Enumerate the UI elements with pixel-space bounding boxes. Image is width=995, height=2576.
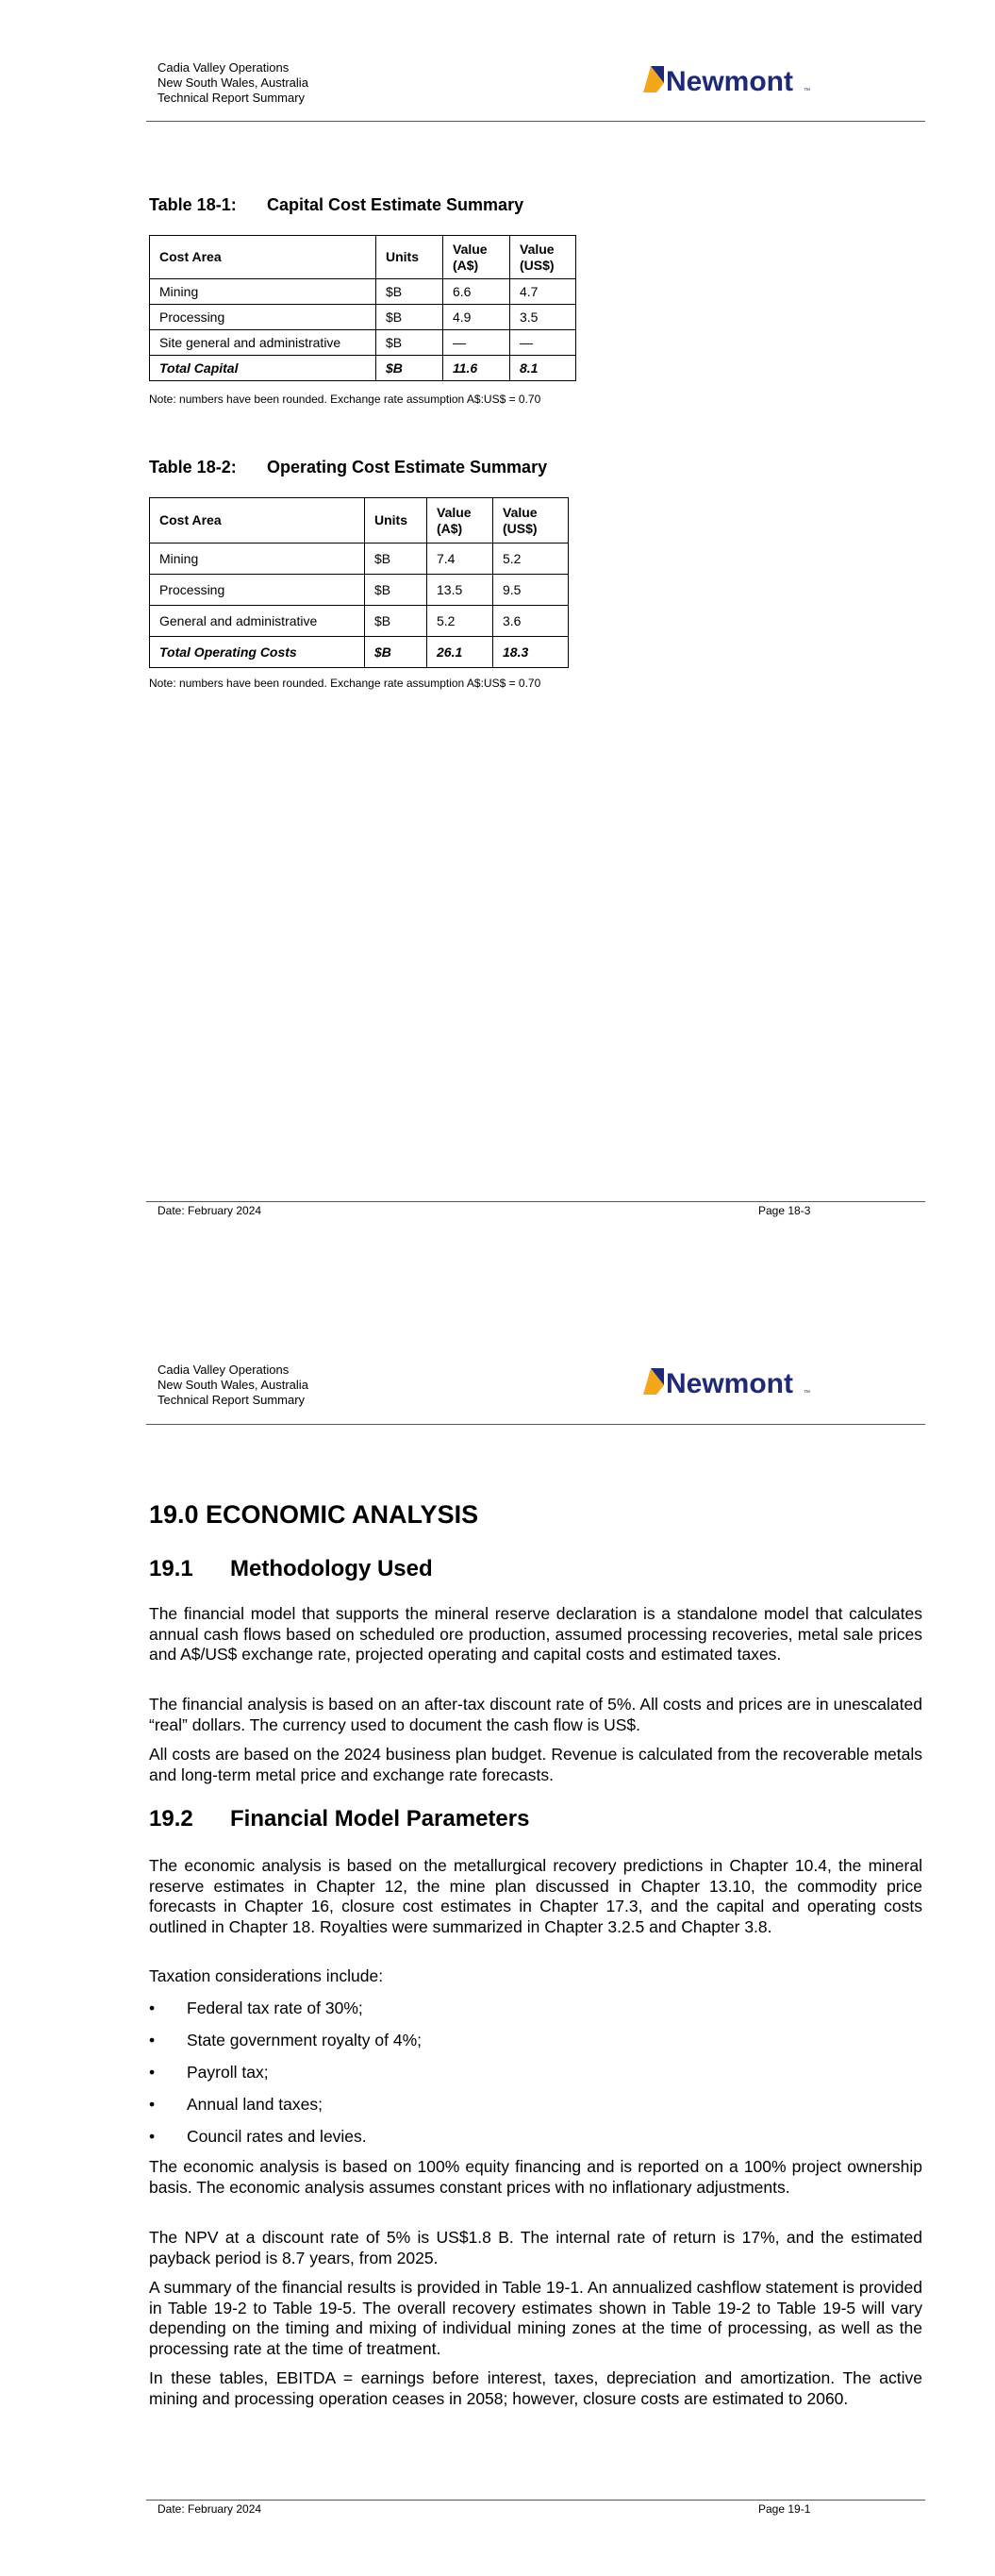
table-cell: —: [510, 330, 576, 356]
table-cell: 4.7: [510, 279, 576, 305]
table-cell: Mining: [150, 544, 365, 575]
table-18-1-caption: [149, 195, 523, 215]
col-header: Value (US$): [493, 498, 569, 544]
table-cell: Site general and administrative: [150, 330, 376, 356]
page-header-text: [158, 1363, 308, 1408]
list-item: [149, 2031, 422, 2051]
table-header-row: [150, 236, 576, 279]
bullet-icon: •: [149, 2031, 156, 2049]
table-number: Table 18-2:: [149, 458, 237, 477]
table-row: [150, 606, 569, 637]
section-title: Methodology Used: [230, 1556, 433, 1581]
list-item-text: State government royalty of 4%;: [187, 2031, 423, 2049]
table-18-2-note: Note: numbers have been rounded. Exchange rate assumption A$:US$ = 0.70: [149, 677, 541, 690]
list-item-text: Federal tax rate of 30%;: [187, 1999, 363, 2017]
paragraph: All costs are based on the 2024 business plan budget. Revenue is calculated from the recoverable metals and long-term metal price and exchange rate forecasts.: [149, 1745, 922, 1784]
table-cell: 11.6: [443, 356, 510, 381]
col-header: Cost Area: [150, 236, 376, 279]
paragraph: The financial model that supports the mineral reserve declaration is a standalone model that calculates annual cash flows based on scheduled ore production, assumed processing recoveries, metal sale prices and A$/US$ exchange rate, projected operating and capital costs and estimated taxes.: [149, 1604, 922, 1664]
paragraph: The NPV at a discount rate of 5% is US$1.8 B. The internal rate of return is 17%, and the estimated payback period is 8.7 years, from 2025.: [149, 2228, 922, 2267]
paragraph: The economic analysis is based on 100% equity financing and is reported on a 100% project ownership basis. The economic analysis assumes constant prices with no inflationary adjustments.: [149, 2157, 922, 2197]
newmont-logo: [643, 1364, 813, 1402]
paragraph: In these tables, EBITDA = earnings before interest, taxes, depreciation and amortization. The active mining and processing operation ceases in 2058; however, closure costs are estimated to 2060.: [149, 2368, 922, 2408]
bullet-icon: •: [149, 2127, 156, 2146]
newmont-logo: [643, 62, 813, 100]
list-item-text: Council rates and levies.: [187, 2127, 367, 2146]
table-cell: 5.2: [493, 544, 569, 575]
table-cell: 13.5: [427, 575, 493, 606]
col-header: Units: [365, 498, 427, 544]
table-cell: 8.1: [510, 356, 576, 381]
logo-wordmark: Newmont: [666, 66, 793, 97]
footer-rule: [146, 2500, 925, 2501]
page-header-text: [158, 60, 308, 106]
paragraph: Taxation considerations include:: [149, 1966, 384, 1985]
table-row: [150, 305, 576, 330]
header-line-1: Cadia Valley Operations: [158, 1363, 290, 1377]
list-item: [149, 2095, 323, 2116]
footer-rule: [146, 1201, 925, 1202]
paragraph: The financial analysis is based on an after-tax discount rate of 5%. All costs and prices are in unescalated “real” dollars. The currency used to document the cash flow is US$.: [149, 1695, 922, 1734]
table-total-row: [150, 356, 576, 381]
table-cell: $B: [376, 330, 443, 356]
table-title: Operating Cost Estimate Summary: [267, 458, 548, 477]
table-cell: $B: [365, 575, 427, 606]
paragraph: A summary of the financial results is provided in Table 19-1. An annualized cashflow statement is provided in Table 19-2 to Table 19-5. The overall recovery estimates shown in Table 19-2 to Table 19-5 will vary depending on the timing and mixing of individual mining zones at the time of processing, as well as the processing rate at the time of treatment.: [149, 2278, 922, 2358]
col-header: Value (A$): [427, 498, 493, 544]
col-header: Units: [376, 236, 443, 279]
table-cell: Total Operating Costs: [150, 637, 365, 668]
logo-tm: ™: [804, 1390, 810, 1397]
table-cell: Mining: [150, 279, 376, 305]
header-line-3: Technical Report Summary: [158, 91, 306, 105]
table-cell: $B: [365, 637, 427, 668]
table-18-1-note: Note: numbers have been rounded. Exchange rate assumption A$:US$ = 0.70: [149, 393, 541, 406]
section-heading-19-1: [149, 1556, 433, 1582]
table-cell: —: [443, 330, 510, 356]
footer-page-number: Page 19-1: [758, 2502, 811, 2516]
logo-tm: ™: [804, 88, 810, 94]
table-cell: $B: [376, 305, 443, 330]
table-title: Capital Cost Estimate Summary: [267, 195, 524, 214]
table-cell: $B: [365, 544, 427, 575]
footer-date: Date: February 2024: [158, 2502, 262, 2516]
table-row: [150, 544, 569, 575]
header-line-3: Technical Report Summary: [158, 1393, 306, 1407]
table-cell: 3.5: [510, 305, 576, 330]
table-number: Table 18-1:: [149, 195, 237, 214]
capital-cost-table: [149, 235, 576, 381]
table-row: [150, 330, 576, 356]
table-cell: $B: [365, 606, 427, 637]
footer-date: Date: February 2024: [158, 1204, 262, 1217]
table-cell: 26.1: [427, 637, 493, 668]
table-header-row: [150, 498, 569, 544]
bullet-icon: •: [149, 1999, 156, 2017]
operating-cost-table: [149, 497, 569, 668]
header-line-1: Cadia Valley Operations: [158, 60, 290, 75]
table-cell: 4.9: [443, 305, 510, 330]
table-row: [150, 279, 576, 305]
table-cell: Total Capital: [150, 356, 376, 381]
list-item-text: Annual land taxes;: [187, 2095, 323, 2114]
table-cell: $B: [376, 356, 443, 381]
col-header: Value (A$): [443, 236, 510, 279]
table-row: [150, 575, 569, 606]
report-page-19-1: [0, 1295, 995, 2576]
table-cell: 18.3: [493, 637, 569, 668]
col-header: Value (US$): [510, 236, 576, 279]
table-cell: 3.6: [493, 606, 569, 637]
table-cell: 5.2: [427, 606, 493, 637]
list-item: [149, 2127, 367, 2148]
table-cell: 6.6: [443, 279, 510, 305]
list-item: [149, 2063, 269, 2083]
logo-wordmark: Newmont: [666, 1368, 793, 1399]
table-cell: Processing: [150, 575, 365, 606]
header-line-2: New South Wales, Australia: [158, 1378, 308, 1392]
paragraph: The economic analysis is based on the metallurgical recovery predictions in Chapter 10.4, the mineral reserve estimates in Chapter 12, the mine plan discussed in Chapter 13.10, the commodity price forecasts in Chapter 16, closure cost estimates in Chapter 17.3, and the capital and operating costs outlined in Chapter 18. Royalties were summarized in Chapter 3.2.5 and Chapter 3.8.: [149, 1856, 922, 1936]
table-cell: $B: [376, 279, 443, 305]
table-cell: General and administrative: [150, 606, 365, 637]
section-heading-19-2: [149, 1806, 529, 1832]
chapter-title: 19.0 ECONOMIC ANALYSIS: [149, 1500, 479, 1529]
table-cell: Processing: [150, 305, 376, 330]
footer-page-number: Page 18-3: [758, 1204, 811, 1217]
section-number: 19.2: [149, 1806, 193, 1832]
list-item: [149, 1999, 363, 2019]
bullet-icon: •: [149, 2063, 156, 2082]
table-18-2-caption: [149, 458, 547, 477]
section-number: 19.1: [149, 1556, 193, 1581]
list-item-text: Payroll tax;: [187, 2063, 269, 2082]
header-rule: [146, 121, 925, 122]
section-title: Financial Model Parameters: [230, 1806, 530, 1832]
col-header: Cost Area: [150, 498, 365, 544]
header-rule: [146, 1424, 925, 1425]
table-cell: 7.4: [427, 544, 493, 575]
table-total-row: [150, 637, 569, 668]
table-cell: 9.5: [493, 575, 569, 606]
header-line-2: New South Wales, Australia: [158, 75, 308, 90]
bullet-icon: •: [149, 2095, 156, 2114]
